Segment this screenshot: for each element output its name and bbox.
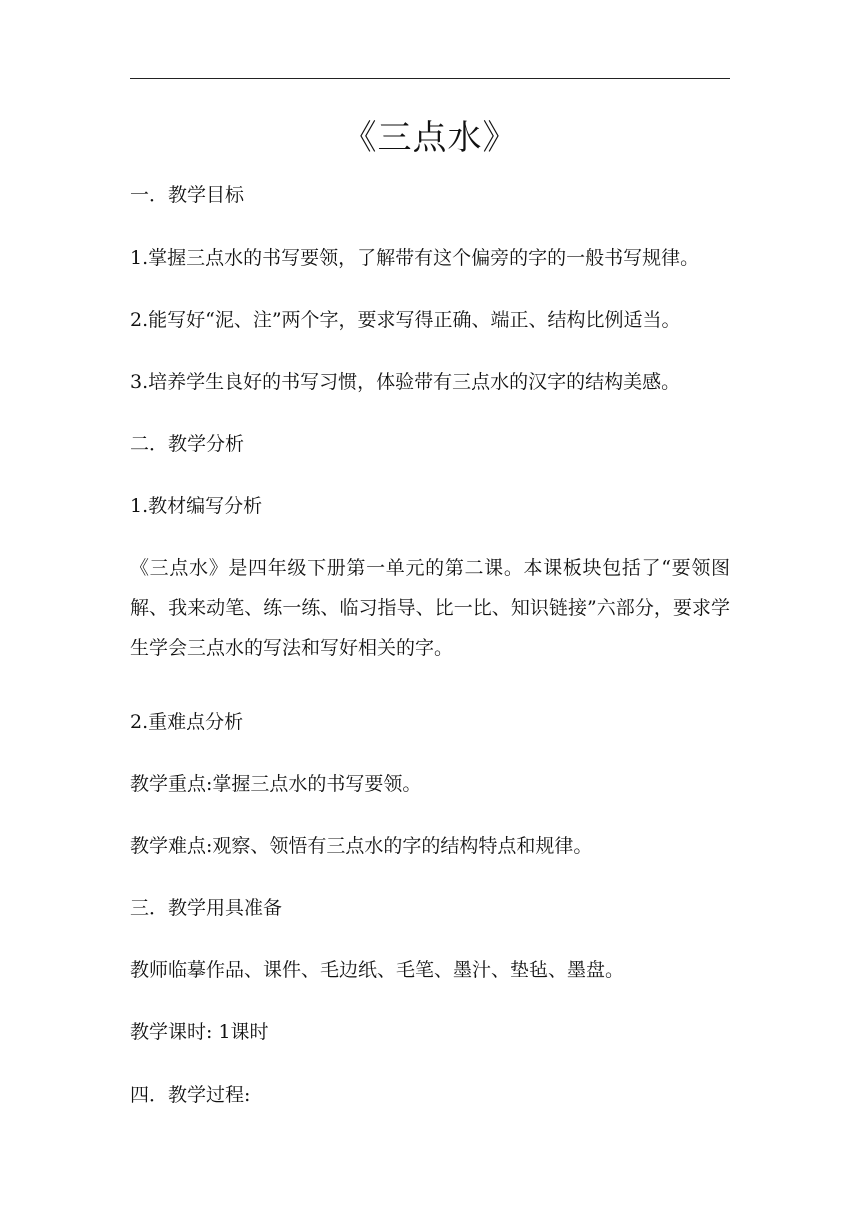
objective-item-3: 3.培养学生良好的书写习惯，体验带有三点水的汉字的结构美感。	[130, 371, 681, 393]
section-heading-process: 四．教学过程:	[130, 1084, 251, 1106]
objective-item-2: 2.能写好“泥、注”两个字，要求写得正确、端正、结构比例适当。	[130, 309, 681, 331]
section-heading-tools: 三．教学用具准备	[130, 897, 283, 919]
subheading-key-difficult-points: 2.重难点分析	[130, 711, 244, 733]
difficult-point-text: 教学难点:观察、领悟有三点水的字的结构特点和规律。	[130, 835, 593, 857]
section-heading-analysis: 二．教学分析	[130, 433, 245, 455]
class-hours-text: 教学课时: 1课时	[130, 1021, 269, 1043]
section-heading-objectives: 一．教学目标	[130, 184, 245, 206]
objective-item-1: 1.掌握三点水的书写要领，了解带有这个偏旁的字的一般书写规律。	[130, 247, 700, 269]
header-rule	[130, 78, 730, 79]
tools-list-text: 教师临摹作品、课件、毛边纸、毛笔、墨汁、垫毡、墨盘。	[130, 959, 625, 981]
subheading-textbook-analysis: 1.教材编写分析	[130, 495, 263, 517]
textbook-analysis-paragraph: 《三点水》是四年级下册第一单元的第二课。本课板块包括了“要领图解、我来动笔、练一练、临习指导、比一比、知识链接”六部分，要求学生学会三点水的写法和写好相关的字。	[130, 557, 730, 659]
key-point-text: 教学重点:掌握三点水的书写要领。	[130, 773, 422, 795]
document-title: 《三点水》	[342, 118, 518, 158]
